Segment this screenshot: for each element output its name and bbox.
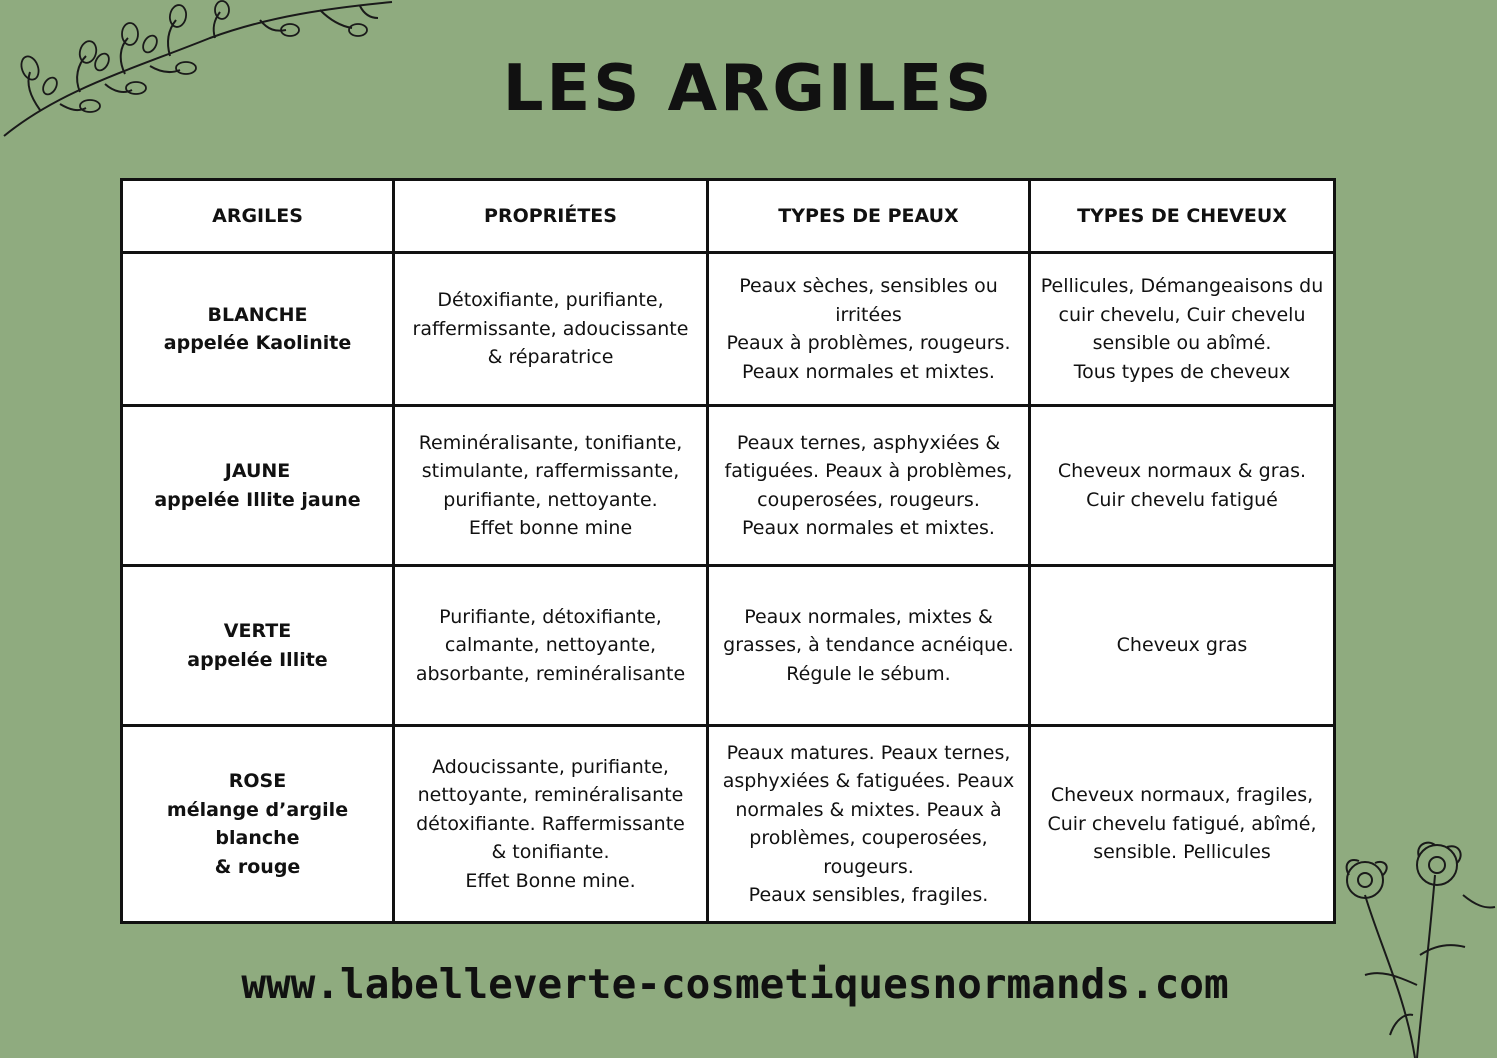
skin-line: Peaux sèches, sensibles ou xyxy=(739,275,998,297)
clay-cell xyxy=(122,406,394,566)
website-url[interactable]: www.labelleverte-cosmetiquesnormands.com xyxy=(241,960,1229,1008)
column-header-types-de-cheveux: TYPES DE CHEVEUX xyxy=(1030,180,1335,253)
skin-line: irritées xyxy=(835,303,902,326)
clay-cell xyxy=(122,726,394,923)
properties-line: purifiante, nettoyante. xyxy=(443,488,658,511)
clay-name: VERTE xyxy=(223,620,292,642)
properties-line: Effet Bonne mine. xyxy=(465,869,636,892)
hair-line: sensible. Pellicules xyxy=(1093,841,1271,864)
clay-subtitle: appelée Illite xyxy=(187,648,328,671)
clay-cell xyxy=(122,566,394,726)
hair-types-cell xyxy=(1030,406,1335,566)
column-header-proprietes: PROPRIÉTES xyxy=(394,180,708,253)
hair-line: cuir chevelu, Cuir chevelu xyxy=(1058,303,1306,326)
skin-line: rougeurs. xyxy=(823,855,914,878)
properties-cell xyxy=(394,726,708,923)
skin-line: Peaux normales, mixtes & xyxy=(744,605,993,628)
properties-line: Adoucissante, purifiante, xyxy=(432,755,669,778)
skin-types-cell xyxy=(708,566,1030,726)
hair-line: sensible ou abîmé. xyxy=(1092,332,1272,354)
properties-cell xyxy=(394,566,708,726)
skin-types-cell xyxy=(708,406,1030,566)
column-header-types-de-peaux: TYPES DE PEAUX xyxy=(708,180,1030,253)
skin-line: Peaux normales et mixtes. xyxy=(742,517,995,539)
skin-line: Peaux ternes, asphyxiées & xyxy=(736,431,1001,454)
skin-line: Régule le sébum. xyxy=(786,662,951,685)
skin-line: asphyxiées & fatiguées. Peaux xyxy=(722,770,1015,792)
skin-line: fatiguées. Peaux à problèmes, xyxy=(724,460,1013,482)
table-row xyxy=(122,566,1335,726)
hair-types-cell xyxy=(1030,566,1335,726)
clay-name: JAUNE xyxy=(224,460,291,482)
skin-line: Peaux normales et mixtes. xyxy=(742,360,995,383)
properties-line: nettoyante, reminéralisante xyxy=(417,784,684,807)
properties-line: & réparatrice xyxy=(487,346,614,369)
properties-line: Purifiante, détoxifiante, xyxy=(439,605,662,628)
skin-line: couperosées, rougeurs. xyxy=(757,488,980,511)
clay-name: BLANCHE xyxy=(207,303,308,326)
hair-types-cell xyxy=(1030,253,1335,406)
clay-subtitle: & rouge xyxy=(214,855,301,878)
column-header-argiles: ARGILES xyxy=(122,180,394,253)
properties-line: Reminéralisante, tonifiante, xyxy=(418,431,683,454)
hair-line: Cheveux gras xyxy=(1116,634,1248,657)
properties-line: & tonifiante. xyxy=(491,841,610,864)
properties-line: absorbante, reminéralisante xyxy=(415,662,686,685)
skin-line: grasses, à tendance acnéique. xyxy=(723,634,1014,657)
hair-line: Cheveux normaux, fragiles, xyxy=(1050,784,1314,807)
properties-cell xyxy=(394,253,708,406)
skin-line: Peaux à problèmes, rougeurs. xyxy=(726,332,1011,354)
clay-subtitle: mélange d’argile blanche xyxy=(166,798,349,849)
hair-line: Pellicules, Démangeaisons du xyxy=(1040,275,1324,297)
table-header-row xyxy=(122,180,1335,253)
table-row xyxy=(122,406,1335,566)
properties-line: Effet bonne mine xyxy=(468,517,633,539)
properties-line: raffermissante, adoucissante xyxy=(412,317,689,340)
skin-types-cell xyxy=(708,726,1030,923)
table-row xyxy=(122,253,1335,406)
skin-types-cell xyxy=(708,253,1030,406)
properties-line: détoxifiante. Raffermissante xyxy=(416,812,685,835)
clay-subtitle: appelée Illite jaune xyxy=(154,488,361,511)
hair-line: Tous types de cheveux xyxy=(1073,360,1291,383)
clay-cell xyxy=(122,253,394,406)
hair-types-cell xyxy=(1030,726,1335,923)
hair-line: Cuir chevelu fatigué xyxy=(1086,488,1278,511)
table-row xyxy=(122,726,1335,923)
hair-line: Cuir chevelu fatigué, abîmé, xyxy=(1047,812,1317,835)
flower-illustration-icon xyxy=(1335,835,1497,1058)
clays-table xyxy=(120,178,1336,924)
skin-line: problèmes, couperosées, xyxy=(749,827,988,849)
skin-line: Peaux sensibles, fragiles. xyxy=(748,884,989,906)
skin-line: Peaux matures. Peaux ternes, xyxy=(726,741,1011,764)
page-title: LES ARGILES xyxy=(502,52,995,126)
properties-line: Détoxifiante, purifiante, xyxy=(437,289,664,312)
properties-line: stimulante, raffermissante, xyxy=(421,460,680,482)
skin-line: normales & mixtes. Peaux à xyxy=(735,798,1002,821)
clay-name: ROSE xyxy=(228,770,287,792)
clay-subtitle: appelée Kaolinite xyxy=(163,332,352,354)
properties-cell xyxy=(394,406,708,566)
properties-line: calmante, nettoyante, xyxy=(444,634,657,657)
hair-line: Cheveux normaux & gras. xyxy=(1057,460,1307,482)
